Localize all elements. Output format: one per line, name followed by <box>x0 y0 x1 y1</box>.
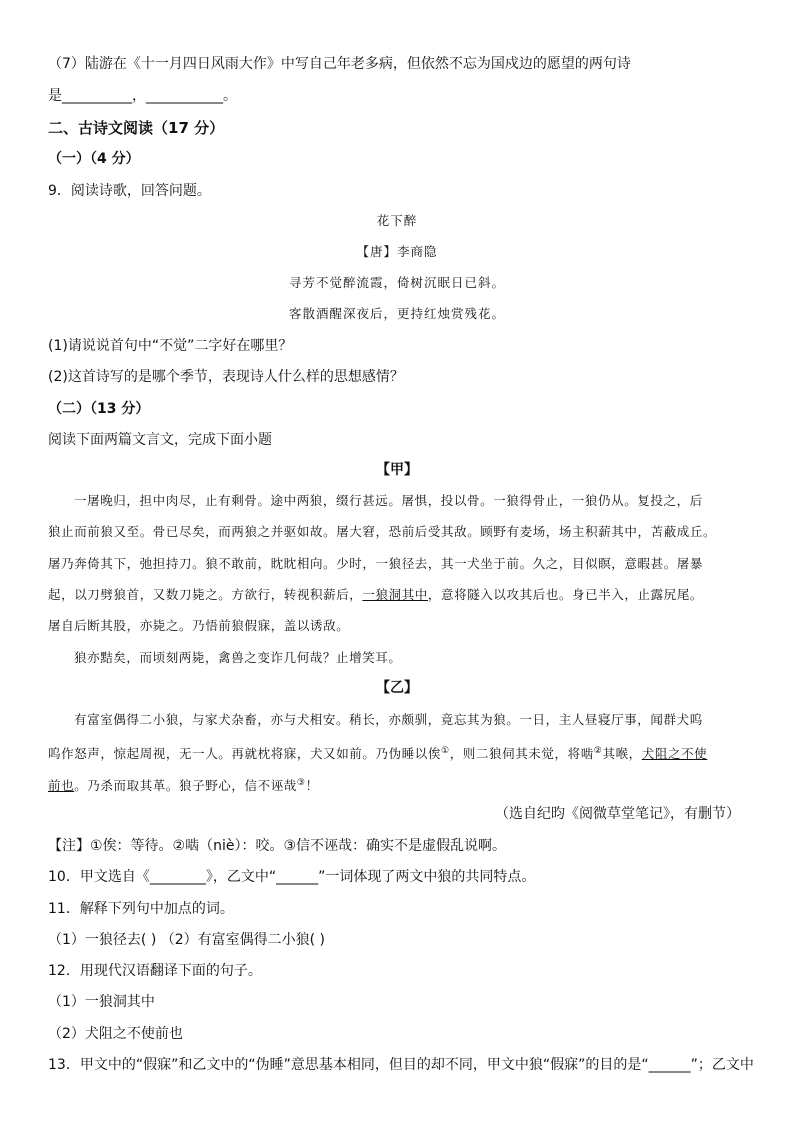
jia-line-4 <box>48 585 703 605</box>
jia-line-3: 屠乃奔倚其下，弛担持刀。狼不敢前，眈眈相向。少时，一狼径去，其一犬坐于前。久之，目似瞑，意暇甚。屠暴 <box>48 556 704 571</box>
jia-line-5: 屠自后断其股，亦毙之。乃悟前狼假寐，盖以诱敌。 <box>48 618 350 633</box>
part-1-title: （一）（4 分） <box>48 151 140 167</box>
yi-underlined-sentence-b: 前也 <box>48 778 75 794</box>
yi-line-3-part-a: 。乃杀而取其革。狼子野心，信不诬哉 <box>74 778 297 794</box>
poem-author: 【唐】李商隐 <box>356 244 438 259</box>
q12-sentence-1: （1）一狼洞其中 <box>48 994 155 1010</box>
passage-jia-label: 【甲】 <box>376 462 418 478</box>
part-2-title: （二）（13 分） <box>48 401 150 417</box>
q13: 13．甲文中的“假寐”和乙文中的“伪睡”意思基本相同，但目的却不同，甲文中狼“假寐”的目的是“______”；乙文中 <box>48 1057 754 1073</box>
q7-line2: 是__________，___________。 <box>48 88 237 104</box>
jia-line-4-part-a: 起，以刀劈狼首，又数刀毙之。方欲行，转视积薪后， <box>48 587 363 602</box>
q11-items: （1）一狼径去( ) （2）有富室偶得二小狼( ) <box>48 932 326 948</box>
poem-line-1: 寻芳不觉醉流霞，倚树沉眠日已斜。 <box>288 275 505 290</box>
yi-line-2 <box>48 741 707 764</box>
jia-line-1: 一屠晚归，担中肉尽，止有剩骨。途中两狼，缀行甚远。屠惧，投以骨。一狼得骨止，一狼仍从。复投之，后 <box>74 493 703 508</box>
yi-line-2-part-c: 其喉， <box>602 746 642 762</box>
q9-sub-1: (1)请说说首句中“不觉”二字好在哪里？ <box>48 338 293 354</box>
note-mark-3: ③ <box>296 778 306 788</box>
jia-line-6: 狼亦黠矣，而顷刻两毙，禽兽之变诈几何哉？止增笑耳。 <box>74 650 402 665</box>
q12-stem: 12．用现代汉语翻译下面的句子。 <box>48 963 262 979</box>
jia-line-4-part-b: ，意将隧入以攻其后也。身已半入，止露尻尾。 <box>427 587 704 602</box>
yi-line-3-part-b: ！ <box>305 778 319 794</box>
jia-line-2: 狼止而前狼又至。骨已尽矣，而两狼之并驱如故。屠大窘，恐前后受其敌。顾野有麦场，场主积薪其中，苫蔽成丘。 <box>48 524 717 539</box>
note-mark-1: ① <box>441 746 450 756</box>
q9-stem: 9．阅读诗歌，回答问题。 <box>48 183 211 199</box>
q11-stem: 11．解释下列句中加点的词。 <box>48 901 234 917</box>
q9-sub-2: (2)这首诗写的是哪个季节，表现诗人什么样的思想感情？ <box>48 369 404 385</box>
q12-sentence-2: （2）犬阻之不使前也 <box>48 1026 183 1042</box>
section-2-title: 二、古诗文阅读（17 分） <box>48 119 225 137</box>
note-mark-2: ② <box>593 746 603 756</box>
yi-underlined-sentence-a: 犬阻之不使 <box>641 746 708 762</box>
yi-line-1: 有富室偶得二小狼，与家犬杂畜，亦与犬相安。稍长，亦颇驯，竟忘其为狼。一日，主人昼寝厅事，闻群犬呜 <box>74 712 703 727</box>
yi-source: （选自纪昀《阅微草堂笔记》，有删节） <box>495 806 740 822</box>
poem-title: 花下醉 <box>376 213 418 228</box>
yi-line-3 <box>48 773 319 796</box>
jia-underlined-sentence: 一狼洞其中 <box>362 587 428 602</box>
passage-yi-label: 【乙】 <box>376 680 418 696</box>
q7-line1: （7）陆游在《十一月四日风雨大作》中写自己年老多病，但依然不忘为国戍边的愿望的两句诗 <box>48 56 631 72</box>
poem-line-2: 客散酒醒深夜后，更持红烛赏残花。 <box>288 306 505 321</box>
yi-line-2-part-a: 呜作怒声，惊起周视，无一人。再就枕将寐，犬又如前。乃伪睡以俟 <box>48 746 442 762</box>
q10: 10．甲文选自《________》，乙文中“______”一词体现了两文中狼的共同特点。 <box>48 869 536 885</box>
annotation-note: 【注】①俟：等待。②啮（niè）：咬。③信不诬哉：确实不是虚假乱说啊。 <box>48 838 507 854</box>
yi-line-2-part-b: ，则二狼伺其未觉，将啮 <box>449 746 594 762</box>
part-2-intro: 阅读下面两篇文言文，完成下面小题 <box>48 432 272 448</box>
